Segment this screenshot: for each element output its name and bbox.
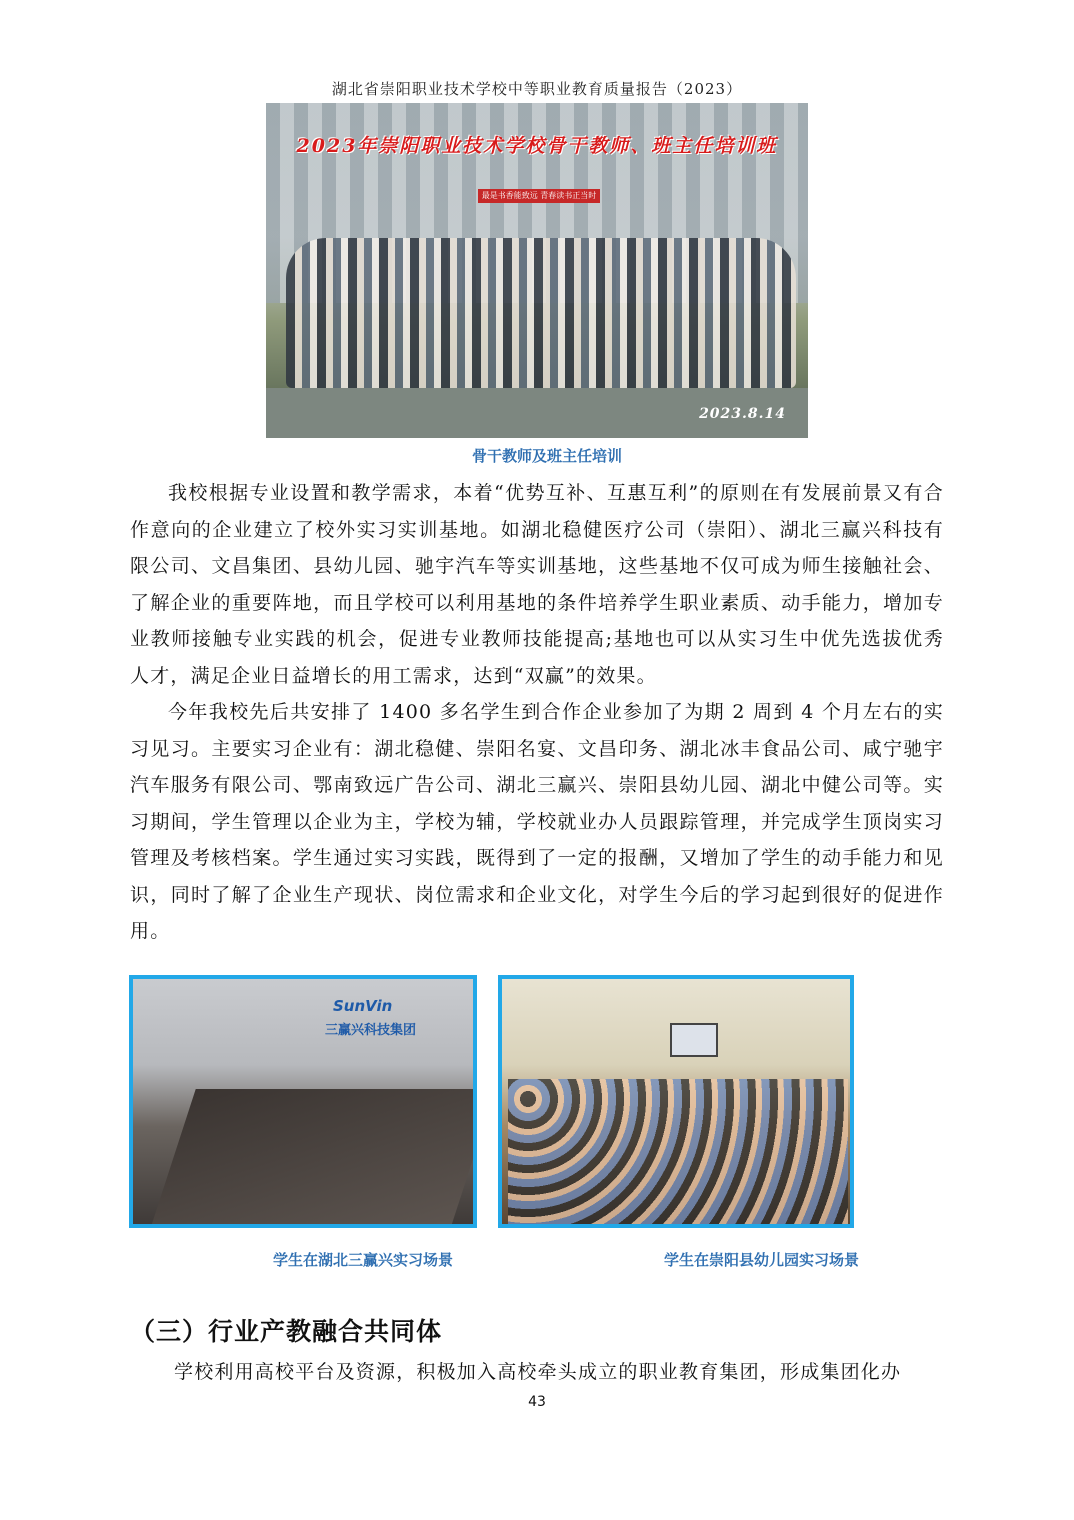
kindergarten-internship-photo (498, 975, 854, 1228)
meeting-table (150, 1089, 477, 1228)
section-body (130, 1354, 944, 1391)
section-paragraph: 学校利用高校平台及资源，积极加入高校牵头成立的职业教育集团，形成集团化办 (174, 1361, 902, 1383)
classroom-screen (670, 1023, 718, 1057)
sunvin-logo-subtext: 三赢兴科技集团 (325, 1023, 417, 1038)
group-crowd (286, 238, 796, 388)
photo3-caption: 学生在崇阳县幼儿园实习场景 (664, 1251, 860, 1269)
sunvin-internship-photo (129, 975, 477, 1228)
photo1-caption: 骨干教师及班主任培训 (472, 447, 623, 465)
photo-sign-text: 最是书香能致远 青春读书正当时 (478, 189, 600, 203)
section-heading: （三）行业产教融合共同体 (130, 1317, 443, 1346)
page-header: 湖北省崇阳职业技术学校中等职业教育质量报告（2023） (331, 80, 743, 98)
page-number: 43 (528, 1394, 546, 1410)
sunvin-logo-text: SunVin (333, 997, 393, 1015)
photo-banner-text: 2023年崇阳职业技术学校骨干教师、班主任培训班 (296, 135, 778, 157)
paragraph-1: 我校根据专业设置和教学需求，本着“优势互补、互惠互利”的原则在有发展前景又有合作意向的企业建立了校外实习实训基地。如湖北稳健医疗公司（崇阳）、湖北三赢兴科技有限公司、文昌集团、县幼儿园、驰宇汽车等实训基地，这些基地不仅可成为师生接触社会、了解企业的重要阵地，而且学校可以利用基地的条件培养学生职业素质、动手能力，增加专业教师接触专业实践的机会，促进专业教师技能提高;基地也可以从实习生中优先选拔优秀人才，满足企业日益增长的用工需求，达到“双赢”的效果。 (130, 482, 944, 687)
photo-date-stamp: 2023.8.14 (699, 406, 786, 422)
body-text (130, 475, 944, 950)
children-group (508, 1079, 848, 1228)
paragraph-2: 今年我校先后共安排了 1400 多名学生到合作企业参加了为期 2 周到 4 个月左右的实习见习。主要实习企业有：湖北稳健、崇阳名宴、文昌印务、湖北冰丰食品公司、咸宁驰宇汽车服务有限公司、鄂南致远广告公司、湖北三赢兴、崇阳县幼儿园、湖北中健公司等。实习期间，学生管理以企业为主，学校为辅，学校就业办人员跟踪管理，并完成学生顶岗实习管理及考核档案。学生通过实习实践，既得到了一定的报酬，又增加了学生的动手能力和见识，同时了解了企业生产现状、岗位需求和企业文化，对学生今后的学习起到很好的促进作用。 (130, 701, 944, 942)
training-group-photo (266, 103, 808, 438)
photo2-caption: 学生在湖北三赢兴实习场景 (273, 1251, 454, 1269)
